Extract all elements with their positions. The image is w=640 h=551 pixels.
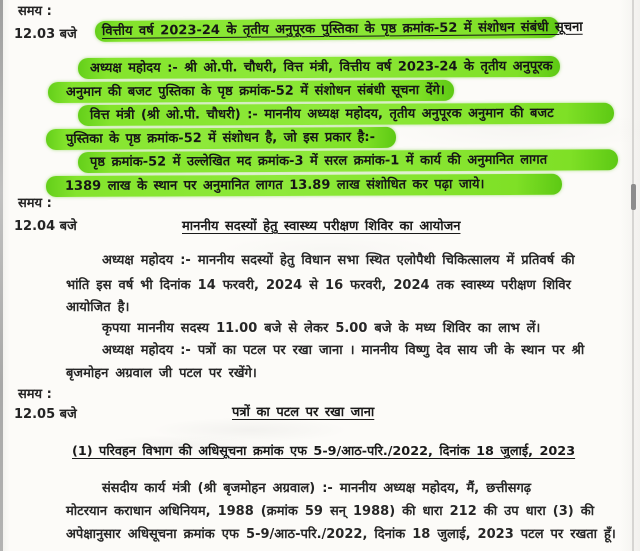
highlight-line-text: अध्यक्ष महोदय :- श्री ओ.पी. चौधरी, वित्त मंत्री, वित्तीय वर्ष 2023-24 के तृतीय अनुपूरक	[89, 58, 553, 76]
body-line: बृजमोहन अग्रवाल जी पटल पर रखेंगे।	[66, 366, 257, 381]
body-line: भांति इस वर्ष भी दिनांक 14 फरवरी, 2024 से 16 फरवरी, 2024 तक स्वास्थ्य परीक्षण शिविर	[66, 278, 571, 293]
page-left-scan-edge	[0, 0, 3, 551]
section-heading: माननीय सदस्यों हेतु स्वास्थ्य परीक्षण शिविर का आयोजन	[182, 219, 461, 234]
time-label: समय :	[18, 196, 52, 211]
highlight-line	[46, 174, 562, 197]
body-line: कृपया माननीय सदस्य 11.00 बजे से लेकर 5.00 बजे के मध्य शिविर का लाभ लें।	[102, 321, 541, 336]
section-heading: पत्रों का पटल पर रखा जाना	[232, 405, 375, 420]
page-right-scan-edge	[632, 0, 634, 551]
body-line: अध्यक्ष महोदय :- माननीय सदस्यों हेतु विधान सभा स्थित एलोपैथी चिकित्सालय में प्रतिवर्ष की	[102, 253, 575, 268]
body-line: आयोजित है।	[66, 300, 130, 315]
body-line: अध्यक्ष महोदय :- पत्रों का पटल पर रखा जाना । माननीय विष्णु देव साय जी के स्थान पर श्री	[102, 343, 585, 358]
page-right-edge-mark	[631, 184, 636, 210]
highlight-line-text: 1389 लाख के स्थान पर अनुमानित लागत 13.89 लाख संशोधित कर पढ़ा जाये।	[64, 177, 485, 194]
section-title-text: वित्तीय वर्ष 2023-24 के तृतीय अनुपूरक पुस्तिका के पृष्ठ क्रमांक-52 में संशोधन संबंधी सूचना	[101, 19, 583, 39]
highlight-line	[46, 127, 396, 150]
body-line: मोटरयान कराधान अधिनियम, 1988 (क्रमांक 59 सन् 1988) की धारा 212 की उप धारा (3) की	[66, 504, 595, 519]
highlight-line	[78, 149, 618, 173]
highlight-line-text: पृष्ठ क्रमांक-52 में उल्लेखित मद क्रमांक-3 में सरल क्रमांक-1 में कार्य की अनुमानित लागत	[89, 152, 548, 170]
highlight-line-text: वित्त मंत्री (श्री ओ.पी. चौधरी) :- माननीय अध्यक्ष महोदय, तृतीय अनुपूरक अनुमान की बजट	[89, 105, 554, 123]
highlight-line	[78, 56, 560, 79]
time-value: 12.03 बजे	[14, 27, 77, 42]
body-line: संसदीय कार्य मंत्री (श्री बृजमोहन अग्रवाल) :- माननीय अध्यक्ष महोदय, मैं, छत्तीसगढ़	[102, 481, 532, 496]
time-value: 12.05 बजे	[14, 407, 77, 422]
time-value: 12.04 बजे	[14, 219, 77, 234]
highlight-line-text: पुस्तिका के पृष्ठ क्रमांक-52 में संशोधन है, जो इस प्रकार है:-	[65, 129, 376, 147]
time-label: समय :	[18, 4, 52, 19]
highlight-line-text: अनुमान की बजट पुस्तिका के पृष्ठ क्रमांक-52 में संशोधन संबंधी सूचना देंगे।	[65, 82, 445, 100]
highlighted-section-title	[95, 17, 583, 42]
highlight-line	[48, 80, 454, 103]
highlight-line	[78, 103, 614, 126]
subsection-title: (1) परिवहन विभाग की अधिसूचना क्रमांक एफ 5-9/आठ-परि./2022, दिनांक 18 जुलाई, 2023	[72, 444, 576, 459]
body-line: अपेक्षानुसार अधिसूचना क्रमांक एफ 5-9/आठ-परि./2022, दिनांक 18 जुलाई, 2023 पटल पर रखता हूँ।	[66, 527, 616, 542]
time-label: समय :	[18, 387, 52, 402]
